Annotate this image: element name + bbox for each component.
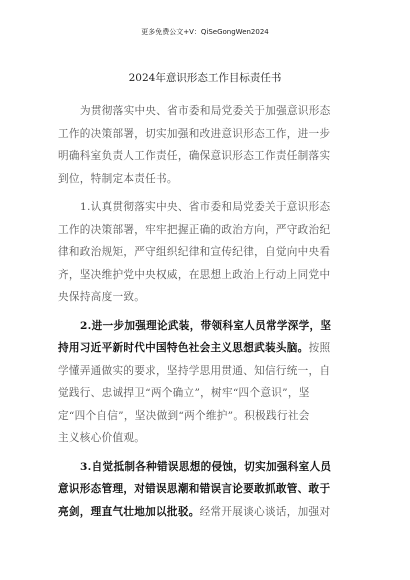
text-line: 意识形态管理，对错误思潮和错误言论要敢抓敢管、敢于 [58,483,331,495]
text-line [58,501,350,524]
bold-text: 亮剑，理直气壮地加以批驳。 [58,505,200,518]
normal-text: 按照 [308,342,331,354]
text-line: 定“四个自信”，坚决做到“两个维护”。积极践行社会 [58,409,310,422]
text-line [58,337,350,360]
text-line: 学懂弄通做实的要求，坚持学思用贯通、知信行统一，自 [58,364,331,377]
text-line: 工作的决策部署，牢牢把握正确的政治方向，严守政治纪 [58,223,331,236]
text-line: 齐，坚决维护党中央权威，在思想上政治上行动上同党中 [58,268,331,281]
paragraph-intro [58,100,350,190]
text-line: 主义核心价值观。 [58,432,146,444]
text-line: 到位，特制定本责任书。 [58,172,178,185]
normal-text: 经常开展谈心谈话，加强对 [199,505,331,518]
text-line: 明确科室负责人工作责任，确保意识形态工作责任制落实 [58,150,331,162]
text-line: 工作的决策部署，切实加强和改进意识形态工作，进一步 [58,127,331,140]
page-header: 更多免费公文+V：QiSeGongWen2024 [141,28,269,36]
bold-text: 持用习近平新时代中国特色社会主义思想武装头脑。 [58,342,309,354]
text-line: 2.进一步加强理论武装，带领科室人员常学深学，坚 [80,319,332,332]
document-body [58,100,350,523]
paragraph-item-3 [58,456,350,524]
paragraph-item-2 [58,315,350,450]
document-title: 2024年意识形态工作目标责任书 [128,72,282,84]
text-line: 为贯彻落实中央、省市委和局党委关于加强意识形态 [80,105,331,117]
text-line: 律和政治规矩，严守组织纪律和宣传纪律，自觉向中央看 [58,246,331,258]
text-line: 1.认真贯彻落实中央、省市委和局党委关于意识形态 [80,201,331,213]
paragraph-item-1 [58,196,350,309]
text-line: 3.自觉抵制各种错误思想的侵蚀，切实加强科室人员 [80,460,332,473]
text-line: 觉践行、忠诚捍卫“两个确立”，树牢“四个意识”，坚 [58,387,310,399]
text-line: 央保持高度一致。 [58,291,146,303]
